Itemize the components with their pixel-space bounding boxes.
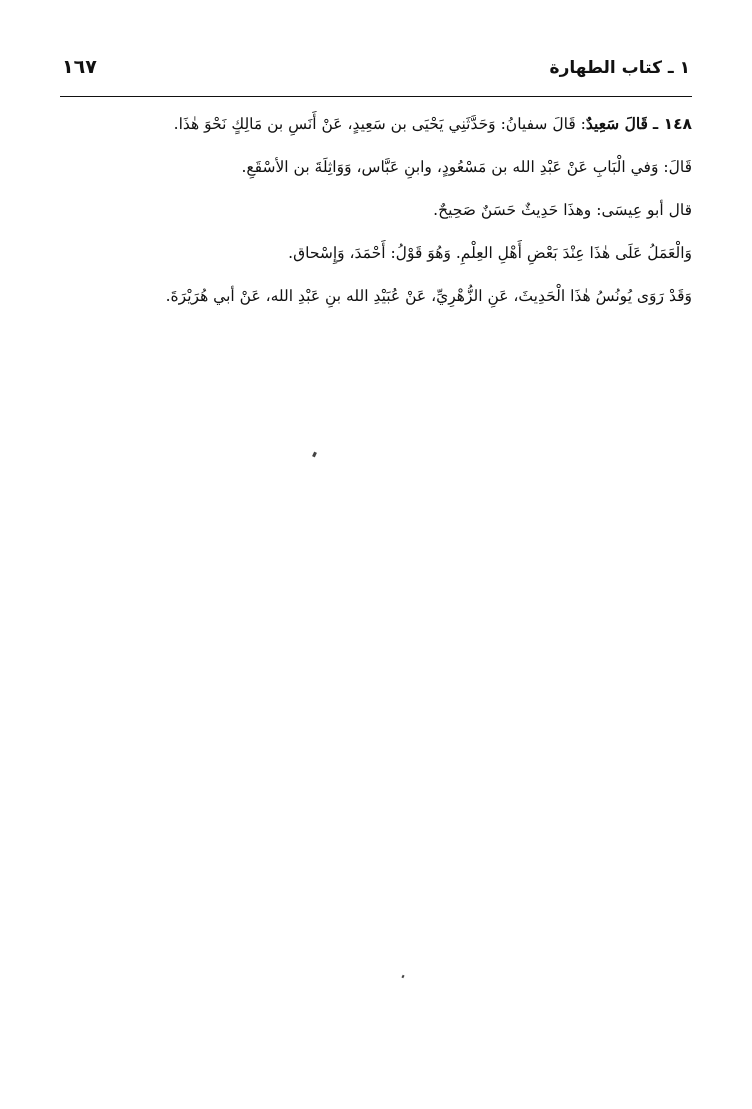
- hadith-line-1-text: : قَالَ سفيانُ: وَحَدَّثَنِي يَحْيَى بن سَعِيدٍ، عَنْ أَنَسِ بن مَالِكٍ نَحْوَ هٰذَا.: [173, 115, 586, 133]
- hadith-speaker: قَالَ سَعِيدٌ: [585, 114, 648, 133]
- running-head: ١ ـ كتاب الطهارة: [549, 58, 690, 78]
- hadith-text: [62, 102, 692, 318]
- scan-speck: [401, 975, 404, 979]
- hadith-line-2: قَالَ: وَفي الْبَابِ عَنْ عَبْدِ الله بن مَسْعُودٍ، وابنِ عَبَّاس، وَوَاثِلَةَ بن الأسْقَعِ.: [241, 158, 692, 176]
- header-rule: [60, 96, 692, 97]
- page-number: ١٦٧: [62, 56, 97, 78]
- hadith-number: ١٤٨ ـ: [652, 115, 692, 133]
- hadith-line-5: وَقَدْ رَوَى يُونُسُ هٰذَا الْحَدِيثَ، عَنِ الزُّهْرِيِّ، عَنْ عُبَيْدِ الله بنِ عَبْدِ الله، عَنْ أبي هُرَيْرَةَ.: [165, 287, 692, 305]
- hadith-line-3: قال أبو عِيسَى: وهذَا حَدِيثٌ حَسَنٌ صَحِيحٌ.: [433, 201, 692, 219]
- hadith-line-1: [62, 102, 692, 146]
- hadith-line-4: وَالْعَمَلُ عَلَى هٰذَا عِنْدَ بَعْضِ أَهْلِ العِلْمِ. وَهُوَ قَوْلُ: أَحْمَدَ، وَإِسْحاق.: [288, 244, 692, 262]
- scan-speck: [312, 452, 317, 458]
- page-header: [62, 56, 690, 86]
